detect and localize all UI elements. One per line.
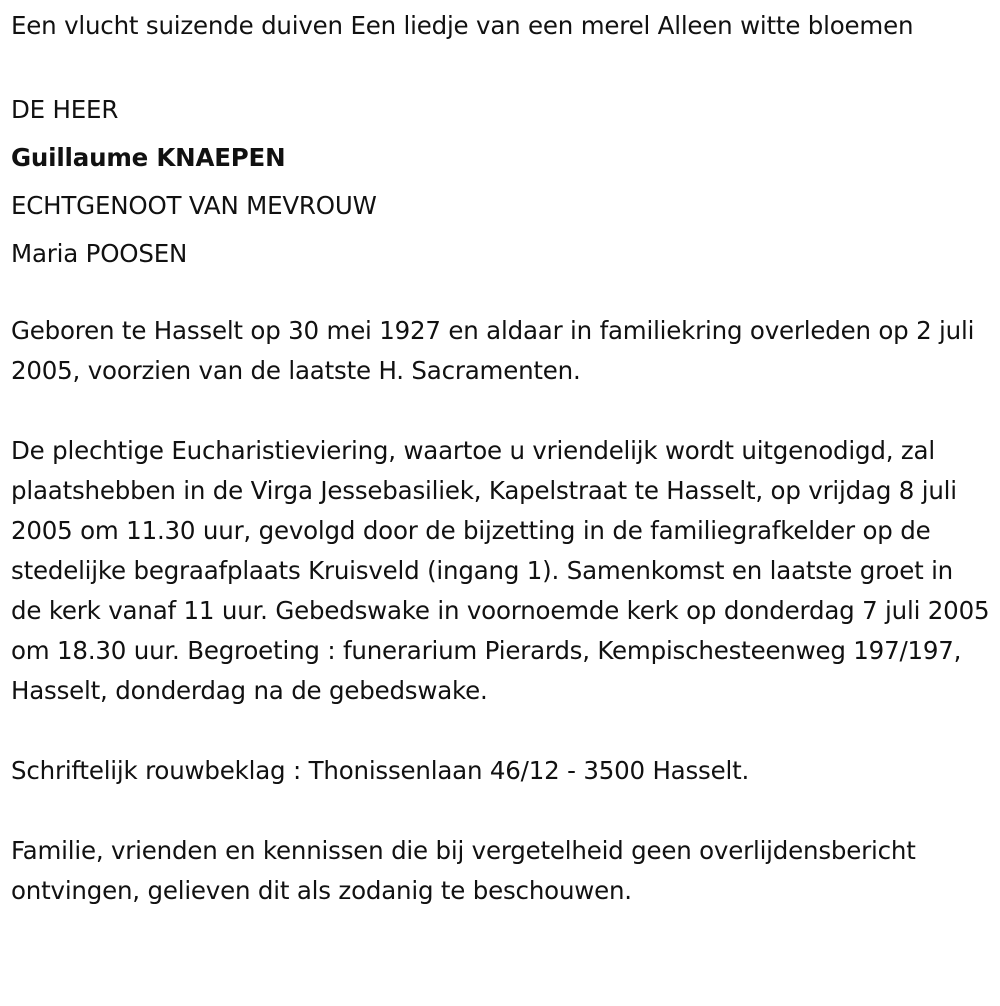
condolences-paragraph: Schriftelijk rouwbeklag : Thonissenlaan 46/12 - 3500 Hasselt. — [11, 756, 750, 785]
name-block — [11, 86, 990, 278]
relation-line: ECHTGENOOT VAN MEVROUW — [11, 191, 377, 220]
spouse-name: Maria POOSEN — [11, 239, 188, 268]
deceased-name: Guillaume KNAEPEN — [11, 143, 286, 172]
title-line: DE HEER — [11, 95, 119, 124]
intro-verse: Een vlucht suizende duiven Een liedje van een merel Alleen witte bloemen — [11, 11, 914, 40]
closing-paragraph: Familie, vrienden en kennissen die bij vergetelheid geen overlijdensbericht ontvingen, gelieven dit als zodanig te beschouwen. — [11, 836, 916, 905]
ceremony-paragraph: De plechtige Eucharistieviering, waartoe u vriendelijk wordt uitgenodigd, zal plaatshebben in de Virga Jessebasiliek, Kapelstraat te Hasselt, op vrijdag 8 juli 2005 om 11.30 uur, gevolgd door de bijzetting in de familiegrafkelder op de stedelijke begraafplaats Kruisveld (ingang 1). Samenkomst en laatste groet in de kerk vanaf 11 uur. Gebedswake in voornoemde kerk op donderdag 7 juli 2005 om 18.30 uur. Begroeting : funerarium Pierards, Kempischesteenweg 197/197, Hasselt, donderdag na de gebedswake. — [11, 436, 990, 705]
birth-death-paragraph: Geboren te Hasselt op 30 mei 1927 en aldaar in familiekring overleden op 2 juli 2005, voorzien van de laatste H. Sacramenten. — [11, 316, 975, 385]
